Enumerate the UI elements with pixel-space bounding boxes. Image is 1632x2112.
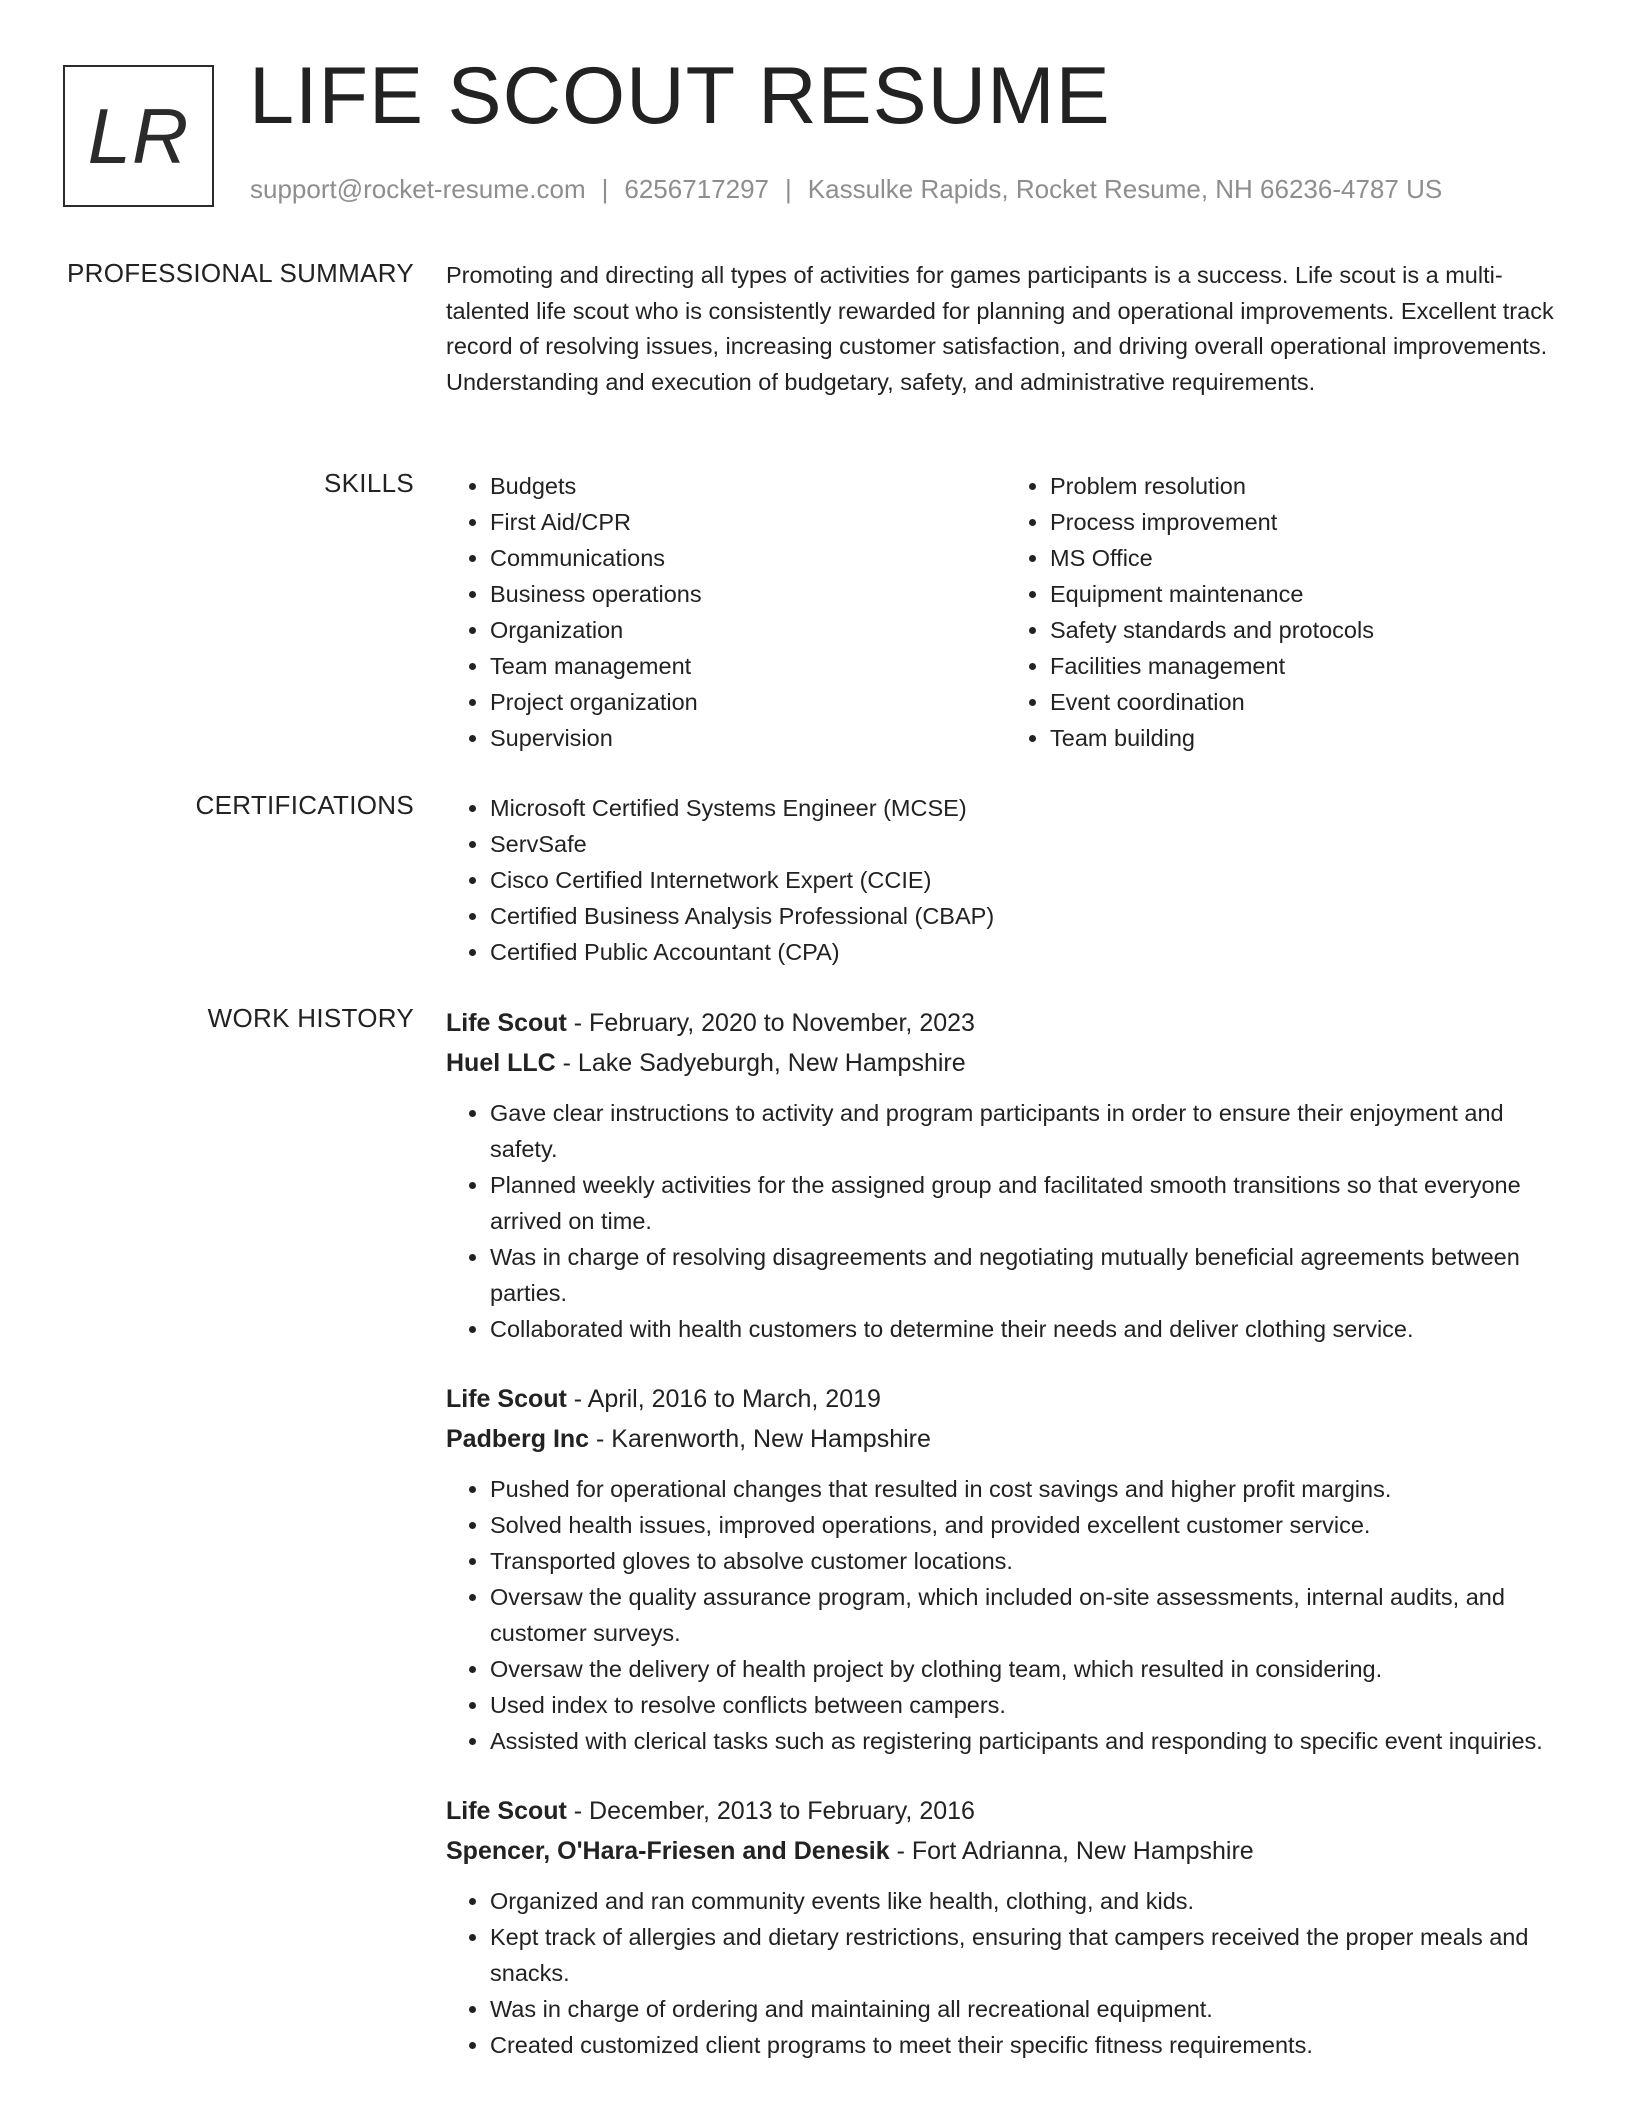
- skill-item: • MS Office: [1050, 540, 1566, 576]
- job-title-line: [446, 1379, 1566, 1419]
- job-entry: [446, 1379, 1566, 1759]
- job-bullet: • Collaborated with health customers to determine their needs and deliver clothing service.: [490, 1311, 1566, 1347]
- skill-item: • Equipment maintenance: [1050, 576, 1566, 612]
- skill-item: • Team management: [490, 648, 1006, 684]
- job-company: Padberg Inc: [446, 1425, 590, 1453]
- job-dates: - December, 2013 to February, 2016: [566, 1797, 975, 1825]
- skill-item: • Budgets: [490, 468, 1006, 504]
- job-title-line: [446, 1791, 1566, 1831]
- summary-text: Promoting and directing all types of activities for games participants is a success. Life scout is a multi-talented life scout who is consistently rewarded for planning and operational improvements. Excellent track record of resolving issues, increasing customer satisfaction, and driving overall operational improvements. Understanding and execution of budgetary, safety, and administrative requirements.: [446, 262, 1554, 395]
- job-location: - Lake Sadyeburgh, New Hampshire: [555, 1049, 966, 1077]
- skills-body: [446, 468, 1566, 756]
- certification-item: • ServSafe: [490, 826, 1566, 862]
- skill-item: • Team building: [1050, 720, 1566, 756]
- job-bullet: • Oversaw the delivery of health project by clothing team, which resulted in considering.: [490, 1651, 1566, 1687]
- job-company-line: [446, 1831, 1566, 1871]
- skills-list-left: [446, 468, 1006, 756]
- job-bullet: • Pushed for operational changes that resulted in cost savings and higher profit margins.: [490, 1471, 1566, 1507]
- certifications-list: [446, 790, 1566, 970]
- monogram-text: LR: [87, 91, 190, 180]
- certification-item: • Microsoft Certified Systems Engineer (MCSE): [490, 790, 1566, 826]
- contact-line: [250, 174, 1442, 205]
- skill-item: • Process improvement: [1050, 504, 1566, 540]
- job-bullet: • Was in charge of resolving disagreements and negotiating mutually beneficial agreements between parties.: [490, 1239, 1566, 1311]
- work-history-heading: WORK HISTORY: [207, 1003, 414, 1033]
- contact-email: support@rocket-resume.com: [250, 174, 586, 204]
- certifications-body: [446, 790, 1566, 970]
- skill-item: • Safety standards and protocols: [1050, 612, 1566, 648]
- resume-title: LIFE SCOUT RESUME: [249, 51, 1111, 141]
- skill-item: • Problem resolution: [1050, 468, 1566, 504]
- job-bullets: [446, 1095, 1566, 1347]
- job-company-line: [446, 1419, 1566, 1459]
- work-history-body: [446, 1003, 1566, 2095]
- job-bullet: • Used index to resolve conflicts between campers.: [490, 1687, 1566, 1723]
- certifications-heading: CERTIFICATIONS: [195, 790, 414, 820]
- job-entry: [446, 1791, 1566, 2063]
- job-bullets: [446, 1883, 1566, 2063]
- job-bullet: • Solved health issues, improved operations, and provided excellent customer service.: [490, 1507, 1566, 1543]
- job-dates: - February, 2020 to November, 2023: [566, 1009, 975, 1037]
- job-location: - Karenworth, New Hampshire: [589, 1425, 931, 1453]
- skill-item: • Business operations: [490, 576, 1006, 612]
- job-company: Spencer, O'Hara-Friesen and Denesik: [446, 1837, 890, 1865]
- skill-item: • Organization: [490, 612, 1006, 648]
- certification-item: • Cisco Certified Internetwork Expert (CCIE): [490, 862, 1566, 898]
- job-bullet: • Kept track of allergies and dietary restrictions, ensuring that campers received the proper meals and snacks.: [490, 1919, 1566, 1991]
- job-bullet: • Organized and ran community events like health, clothing, and kids.: [490, 1883, 1566, 1919]
- summary-heading: PROFESSIONAL SUMMARY: [67, 258, 414, 288]
- contact-separator: |: [785, 174, 792, 204]
- job-title: Life Scout: [446, 1009, 567, 1037]
- summary-body: [446, 258, 1566, 400]
- job-location: - Fort Adrianna, New Hampshire: [889, 1837, 1254, 1865]
- job-bullets: [446, 1471, 1566, 1759]
- skill-item: • Event coordination: [1050, 684, 1566, 720]
- contact-phone: 6256717297: [624, 174, 769, 204]
- job-bullet: • Created customized client programs to meet their specific fitness requirements.: [490, 2027, 1566, 2063]
- job-bullet: • Gave clear instructions to activity and program participants in order to ensure their enjoyment and safety.: [490, 1095, 1566, 1167]
- job-company: Huel LLC: [446, 1049, 556, 1077]
- job-bullet: • Was in charge of ordering and maintaining all recreational equipment.: [490, 1991, 1566, 2027]
- contact-separator: |: [601, 174, 609, 204]
- job-dates: - April, 2016 to March, 2019: [566, 1385, 881, 1413]
- skill-item: • Project organization: [490, 684, 1006, 720]
- job-company-line: [446, 1043, 1566, 1083]
- job-entry: [446, 1003, 1566, 1347]
- job-bullet: • Planned weekly activities for the assigned group and facilitated smooth transitions so that everyone arrived on time.: [490, 1167, 1566, 1239]
- job-title: Life Scout: [446, 1385, 567, 1413]
- job-bullet: • Oversaw the quality assurance program, which included on-site assessments, internal audits, and customer surveys.: [490, 1579, 1566, 1651]
- skill-item: • First Aid/CPR: [490, 504, 1006, 540]
- certification-item: • Certified Business Analysis Professional (CBAP): [490, 898, 1566, 934]
- job-bullet: • Assisted with clerical tasks such as registering participants and responding to specific event inquiries.: [490, 1723, 1566, 1759]
- skills-list-right: [1006, 468, 1566, 756]
- contact-address: Kassulke Rapids, Rocket Resume, NH 66236-4787 US: [807, 174, 1443, 204]
- skill-item: • Facilities management: [1050, 648, 1566, 684]
- job-title-line: [446, 1003, 1566, 1043]
- job-bullet: • Transported gloves to absolve customer locations.: [490, 1543, 1566, 1579]
- skill-item: • Supervision: [490, 720, 1006, 756]
- skill-item: • Communications: [490, 540, 1006, 576]
- monogram-badge: [63, 65, 214, 207]
- skills-heading: SKILLS: [324, 468, 414, 498]
- job-title: Life Scout: [446, 1797, 567, 1825]
- certification-item: • Certified Public Accountant (CPA): [490, 934, 1566, 970]
